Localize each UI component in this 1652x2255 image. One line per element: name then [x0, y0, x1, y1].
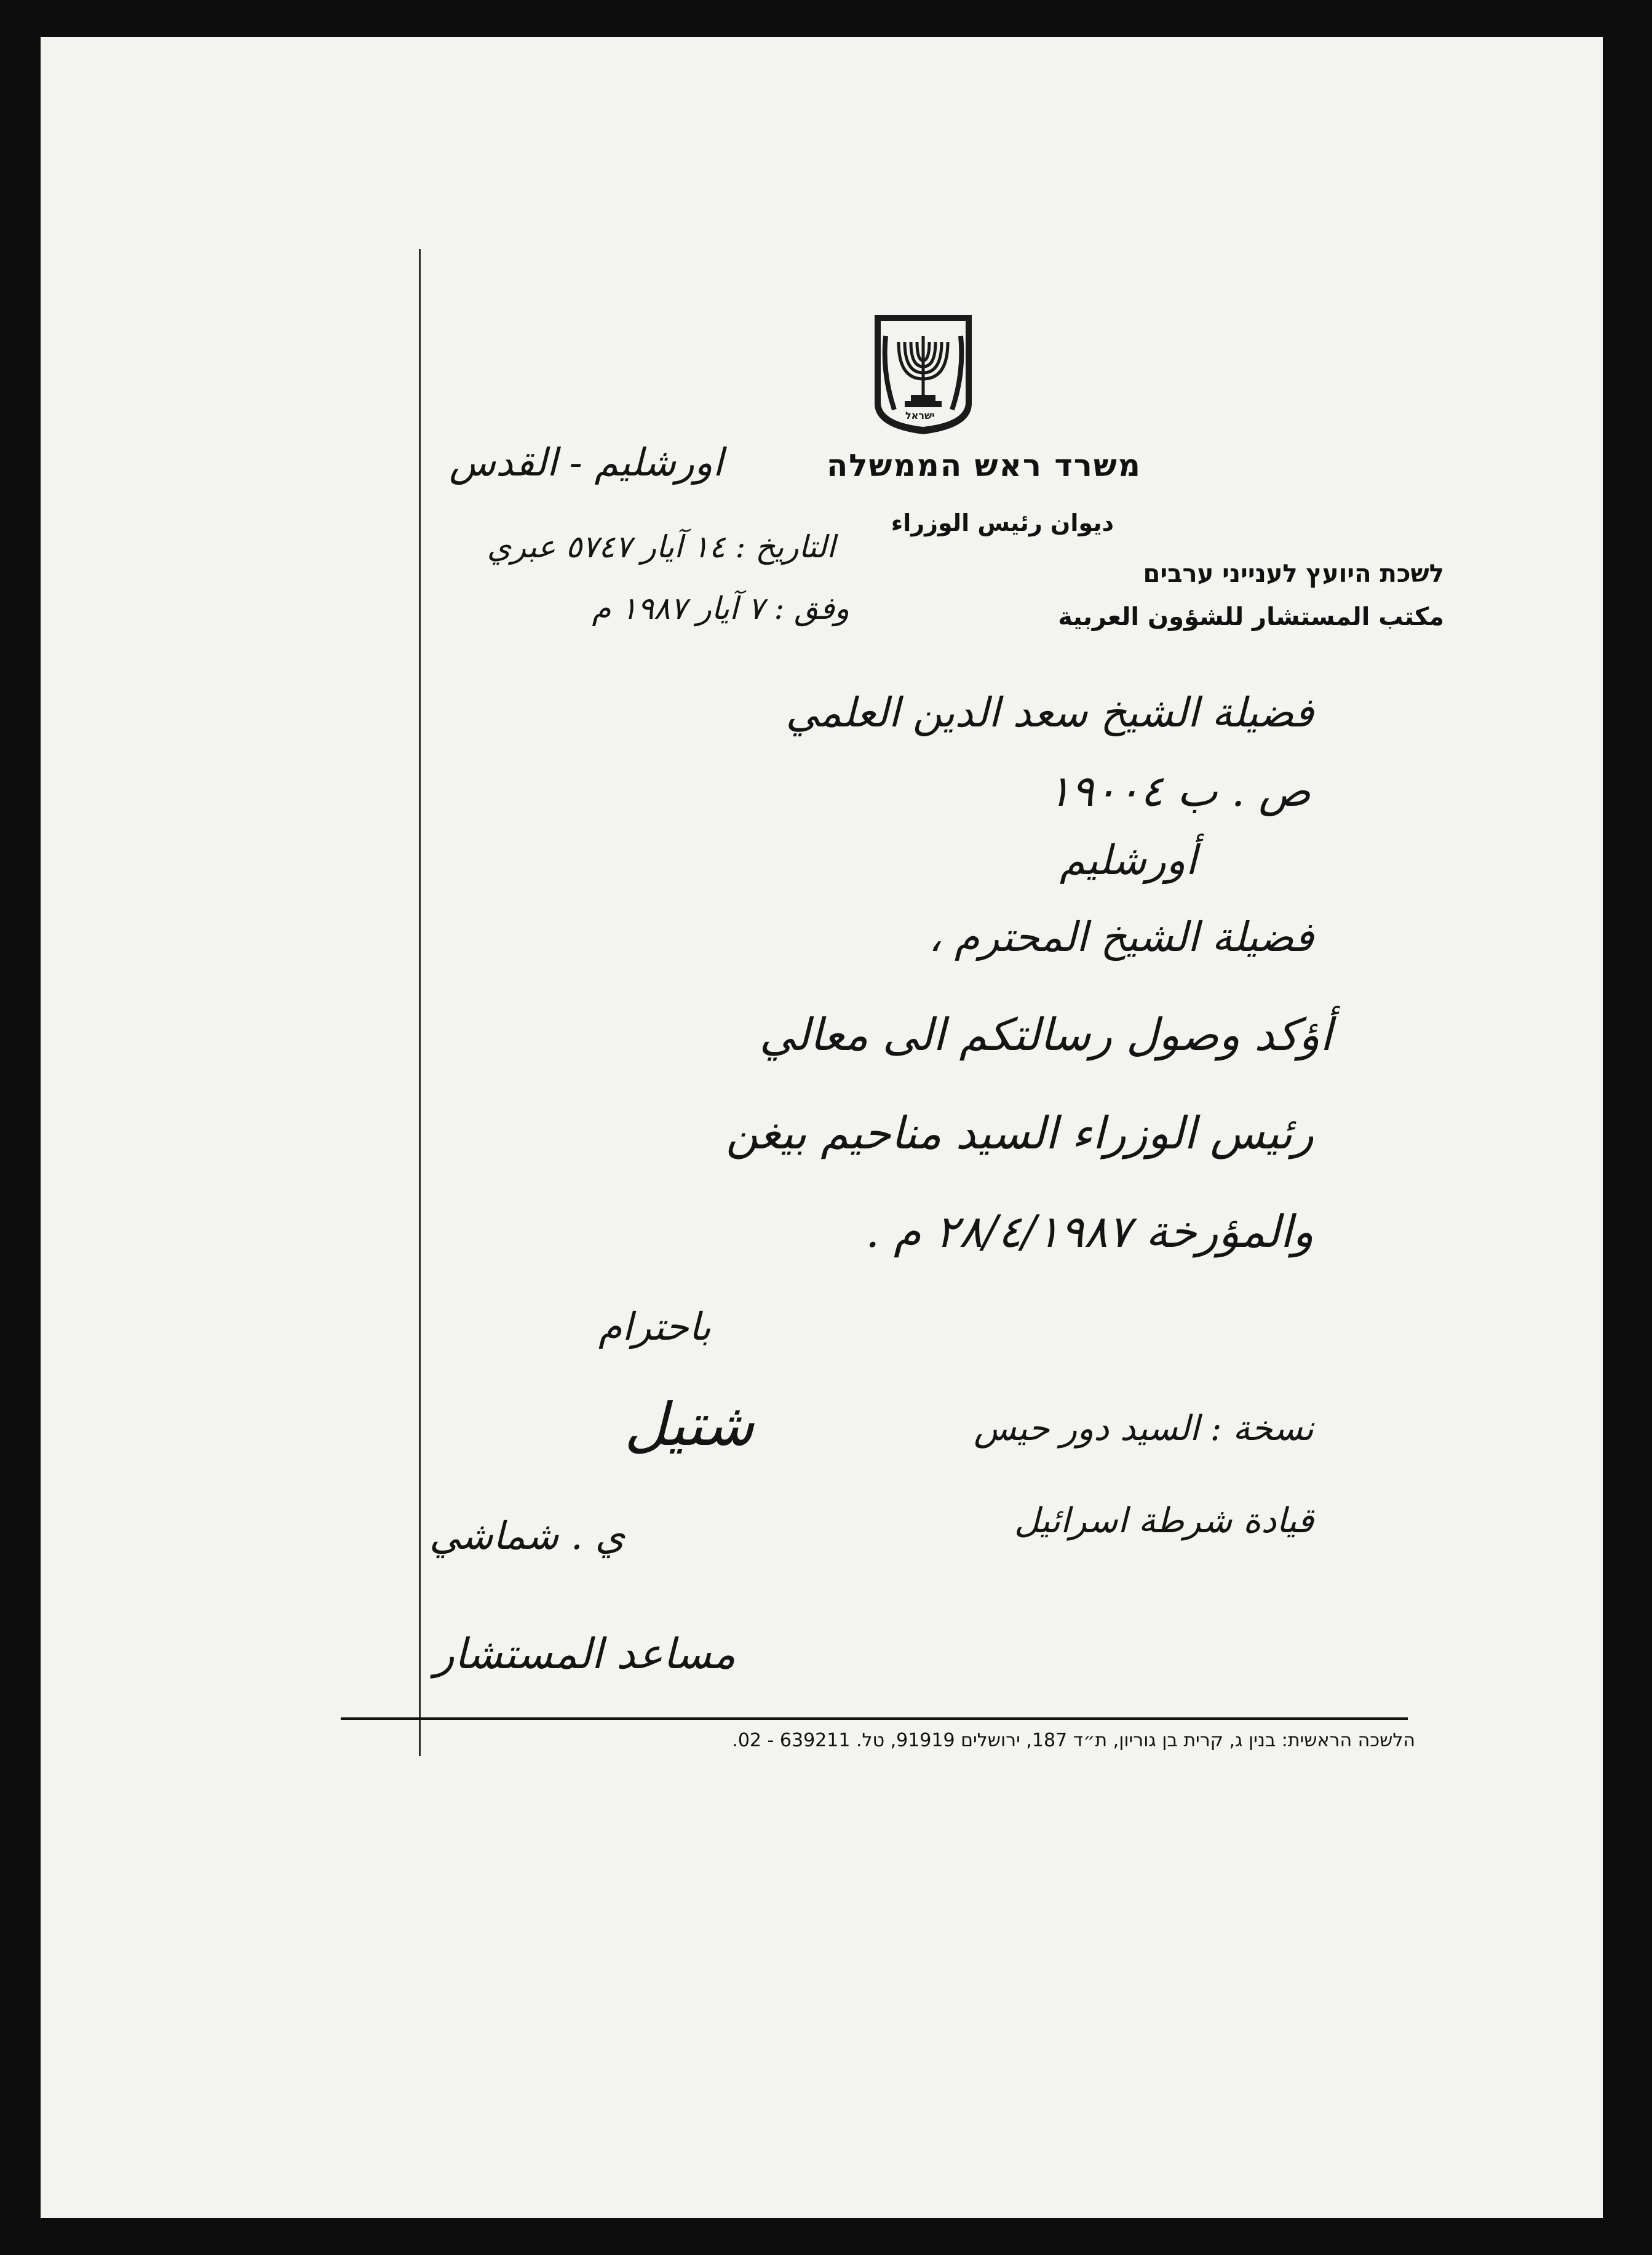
body-line-1: أؤكد وصول رسالتكم الى معالي — [759, 1009, 1332, 1060]
cc-line-2: قيادة شرطة اسرائيل — [1014, 1501, 1314, 1541]
handwritten-city: اورشليم - القدس — [449, 440, 723, 485]
handwritten-hijri-date: التاريخ : ١٤ آيار ٥٧٤٧ عبري — [486, 529, 835, 565]
ministry-title-hebrew: משרד ראש הממשלה — [826, 448, 1142, 483]
office-title-hebrew: לשכת היועץ לענייני ערבים — [1143, 560, 1444, 588]
signer-name: ي . شماشي — [429, 1513, 625, 1558]
recipient-city: أورشليم — [1059, 837, 1197, 884]
state-emblem-icon — [870, 311, 977, 437]
closing: باحترام — [598, 1304, 711, 1349]
footer-address: הלשכה הראשית: בנין ג, קרית בן גוריון, ת״ד 187, ירושלים 91919, טל. 639211 - 02. — [732, 1730, 1415, 1751]
letter-page — [41, 37, 1603, 2218]
cc-line-1: نسخة : السيد دور حيس — [974, 1409, 1314, 1449]
body-line-3: والمؤرخة ٢٨/٤/١٩٨٧ م . — [865, 1206, 1314, 1257]
salutation: فضيلة الشيخ المحترم ، — [928, 913, 1314, 961]
recipient-name: فضيلة الشيخ سعد الدين العلمي — [785, 689, 1314, 736]
body-line-2: رئيس الوزراء السيد مناحيم بيغن — [726, 1107, 1314, 1159]
recipient-po-box: ص . ب ١٩٠٠٤ — [1047, 766, 1311, 816]
handwritten-gregorian-date: وفق : ٧ آيار ١٩٨٧ م — [592, 591, 849, 626]
margin-line — [419, 249, 421, 1756]
ministry-title-arabic: ديوان رئيس الوزراء — [891, 509, 1114, 536]
signer-title: مساعد المستشار — [434, 1630, 736, 1679]
signature: شتيل — [624, 1390, 754, 1459]
emblem-caption: ישראל — [905, 410, 935, 421]
office-title-arabic: مكتب المستشار للشؤون العربية — [1058, 603, 1444, 631]
footer-rule — [341, 1717, 1408, 1720]
